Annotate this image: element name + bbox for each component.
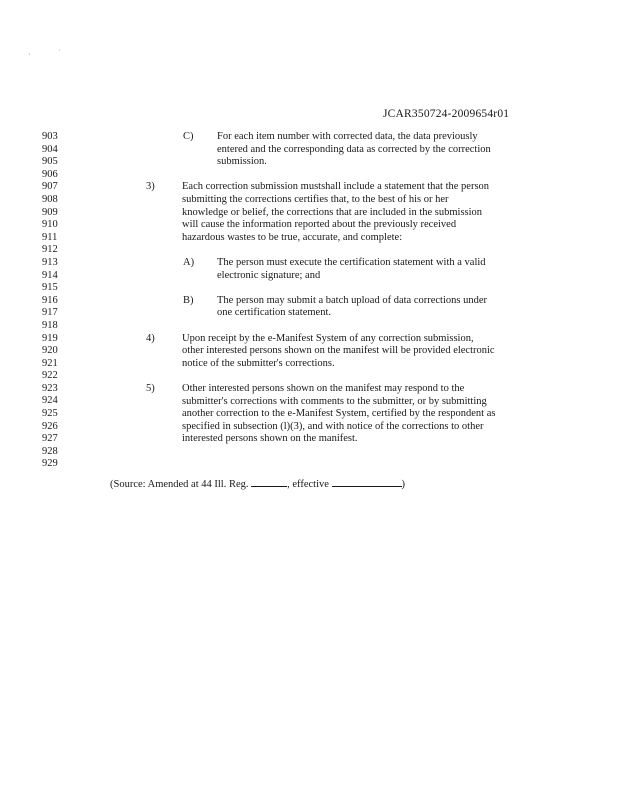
text-line: another correction to the e-Manifest System, certified by the respondent as [182,408,496,420]
line-number: 919 [42,332,58,344]
text-line: knowledge or belief, the corrections that are included in the submission [182,206,483,218]
line-number: 909 [42,206,58,218]
text-line: hazardous wastes to be true, accurate, and complete: [182,231,403,243]
line-number: 918 [42,319,58,331]
line-number: 921 [42,357,58,369]
item-label-4: 4) [146,332,155,344]
text-line: one certification statement. [217,307,331,319]
text-line: other interested persons shown on the manifest will be provided electronic [182,345,495,357]
text-line: interested persons shown on the manifest. [182,433,358,445]
item-label-c: C) [183,131,194,142]
line-number: 925 [42,408,58,420]
line-number: 929 [42,458,58,470]
blank-register-number [251,477,287,487]
line-number: 924 [42,395,58,407]
line-number-column [42,131,58,471]
text-line: Upon receipt by the e-Manifest System of any correction submission, [182,332,474,344]
line-number: 917 [42,307,58,319]
item-label-5: 5) [146,383,155,394]
text-line: Other interested persons shown on the manifest may respond to the [182,383,465,394]
item-b-text [217,295,487,320]
text-line: The person must execute the certification statement with a valid [217,257,486,268]
item-c-text [217,131,491,169]
line-number: 907 [42,181,58,193]
line-number: 910 [42,219,58,231]
line-number: 923 [42,382,58,394]
line-number: 916 [42,294,58,306]
scan-speck: · [58,46,61,55]
line-number: 920 [42,345,58,357]
text-line: Each correction submission mustshall include a statement that the person [182,181,490,193]
text-line: For each item number with corrected data, the data previously [217,131,478,142]
item-label-3: 3) [146,181,155,193]
text-line: will cause the information reported about the previously received [182,219,457,231]
line-number: 906 [42,168,58,180]
line-number: 911 [42,231,58,243]
source-note [110,477,405,490]
scan-speck: · [28,50,31,59]
line-number: 928 [42,445,58,457]
line-number: 903 [42,131,58,142]
line-number: 904 [42,143,58,155]
blank-effective-date [332,477,402,487]
text-line: submission. [217,156,267,168]
source-middle: , effective [287,478,329,490]
line-number: 926 [42,420,58,432]
line-number: 908 [42,193,58,205]
line-number: 914 [42,269,58,281]
line-number: 927 [42,433,58,445]
line-number: 913 [42,256,58,268]
text-line: submitter's corrections with comments to the submitter, or by submitting [182,395,487,407]
item-label-a: A) [183,257,195,268]
line-number: 905 [42,156,58,168]
item-3-text [182,181,489,244]
text-line: submitting the corrections certifies that, to the best of his or her [182,193,449,205]
item-a-text [217,257,486,282]
line-number: 915 [42,282,58,294]
document-id: JCAR350724-2009654r01 [383,108,510,120]
source-prefix: (Source: Amended at 44 Ill. Reg. [110,478,249,490]
text-line: electronic signature; and [217,269,321,281]
line-number: 912 [42,244,58,256]
item-4-text [182,333,495,371]
source-suffix: ) [401,478,406,490]
text-line: specified in subsection (l)(3), and with notice of the corrections to other [182,420,484,432]
item-label-b: B) [183,294,194,306]
text-line: The person may submit a batch upload of data corrections under [217,294,487,306]
line-number: 922 [42,370,58,382]
text-line: notice of the submitter's corrections. [182,357,335,369]
text-line: entered and the corresponding data as corrected by the correction [217,143,491,155]
item-5-text [182,383,495,446]
